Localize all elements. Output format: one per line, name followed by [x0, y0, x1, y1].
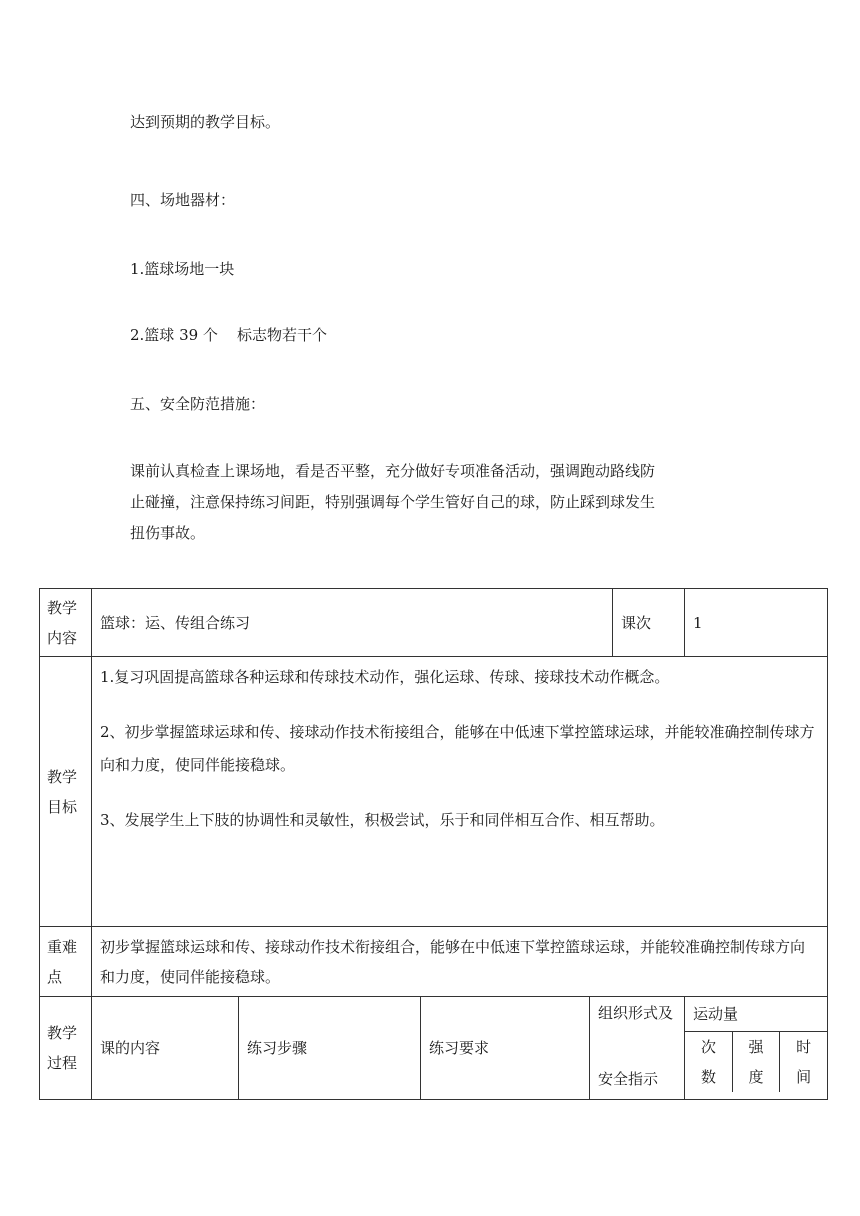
- safety-line: 扭伤事故。: [130, 524, 206, 542]
- section-title-equipment: 四、场地器材：: [130, 191, 236, 209]
- goals-label: 教学 目标: [40, 657, 92, 927]
- lesson-no-label: 课次: [613, 589, 685, 657]
- col-steps-header: 练习步骤: [239, 997, 421, 1100]
- load-sub-intensity: 强 度: [732, 1032, 779, 1092]
- key-points-row: [40, 927, 828, 997]
- col-requirements-header: 练习要求: [421, 997, 590, 1100]
- key-points-label: 重难 点: [40, 927, 92, 997]
- lesson-no-value: 1: [685, 589, 828, 657]
- goals-list: [92, 657, 828, 927]
- process-label: 教学 过程: [40, 997, 92, 1100]
- content-label: 教学 内容: [40, 589, 92, 657]
- safety-line: 课前认真检查上课场地，看是否平整，充分做好专项准备活动，强调跑动路线防: [130, 462, 656, 480]
- safety-line: 止碰撞，注意保持练习间距，特别强调每个学生管好自己的球，防止踩到球发生: [130, 493, 656, 511]
- col-load-header: 运动量 次 数 强 度 时 间: [685, 997, 828, 1100]
- goals-row: [40, 657, 828, 927]
- equipment-item-2: 2.篮球 39 个 标志物若干个: [130, 326, 328, 344]
- lesson-plan-table: [39, 588, 828, 1100]
- process-header-row: [40, 997, 828, 1100]
- col-organization-header: 组织形式及 安全指示: [590, 997, 685, 1100]
- content-row: [40, 589, 828, 657]
- goal-item: 2、初步掌握篮球运球和传、接球动作技术衔接组合，能够在中低速下掌控篮球运球，并能较准确控制传球方向和力度，使同伴能接稳球。: [100, 723, 815, 774]
- content-value: 篮球：运、传组合练习: [92, 589, 613, 657]
- col-content-header: 课的内容: [92, 997, 239, 1100]
- intro-line: 达到预期的教学目标。: [130, 113, 281, 131]
- load-sub-count: 次 数: [700, 1038, 716, 1086]
- load-sub-time: 时 间: [780, 1032, 827, 1092]
- goal-item: 1.复习巩固提高篮球各种运球和传球技术动作，强化运球、传球、接球技术动作概念。: [100, 668, 670, 686]
- load-subheaders: [685, 1032, 827, 1092]
- equipment-item-1: 1.篮球场地一块: [130, 260, 235, 278]
- goal-item: 3、发展学生上下肢的协调性和灵敏性，积极尝试，乐于和同伴相互合作、相互帮助。: [100, 811, 665, 829]
- section-title-safety: 五、安全防范措施：: [130, 395, 266, 413]
- key-points-value: 初步掌握篮球运球和传、接球动作技术衔接组合，能够在中低速下掌控篮球运球，并能较准确控制传球方向和力度，使同伴能接稳球。: [92, 927, 828, 997]
- safety-paragraph: [130, 456, 750, 549]
